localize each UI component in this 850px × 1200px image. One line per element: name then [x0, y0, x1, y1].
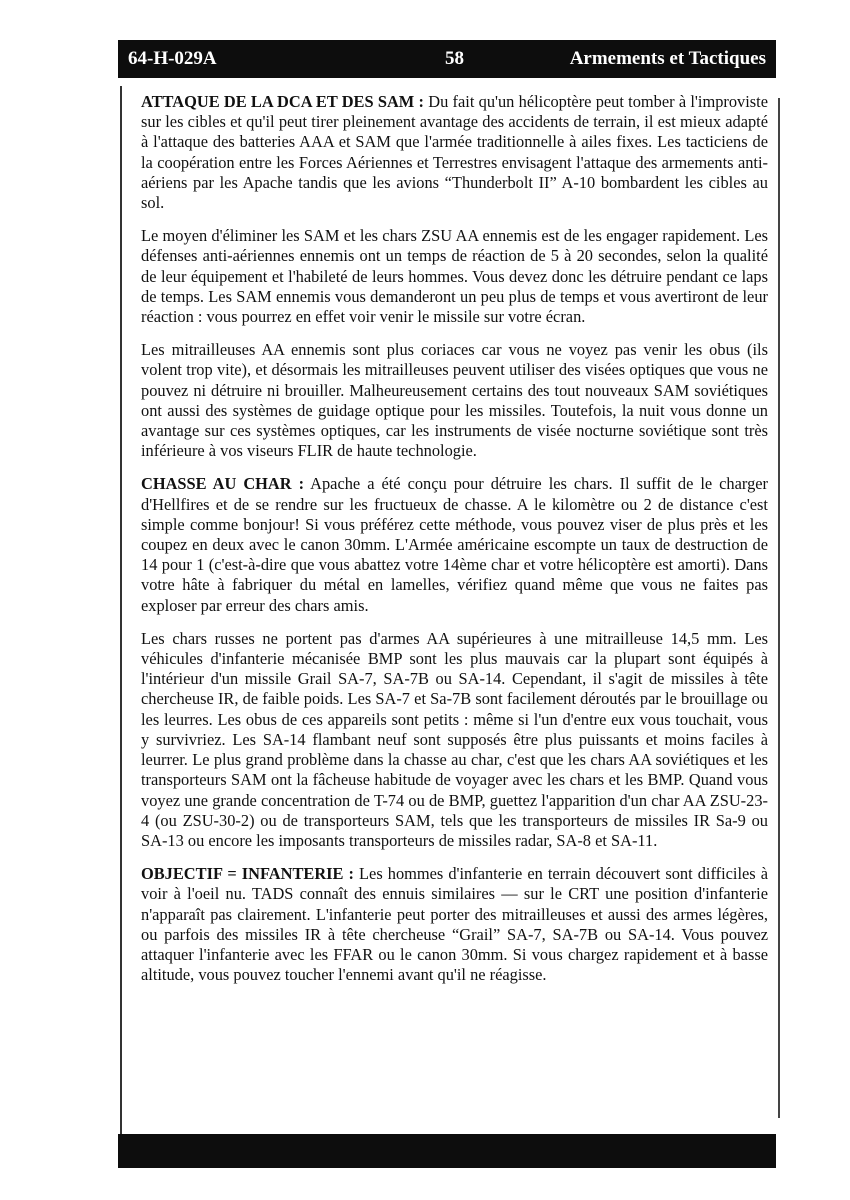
paragraph-infantry — [141, 864, 768, 985]
paragraph-text: Le moyen d'éliminer les SAM et les chars ZSU AA ennemis est de les engager rapidement. Les défenses anti-aériennes ennemis ont un temps de réaction de 5 à 20 secondes, selon la qualité de leur équipement et l'habileté de leurs hommes. Vous devez donc les détruire pendant ce laps de temps. Les SAM ennemis vous demanderont un peu plus de temps et vous avertiront de leur réaction : vous pourrez en effet voir venir le missile sur votre écran. — [141, 226, 768, 327]
chapter-title: Armements et Tactiques — [569, 48, 766, 69]
paragraph-text: Apache a été conçu pour détruire les chars. Il suffit de le charger d'Hellfires et de se rendre sur les fructueux de chasse. A le kilomètre ou 2 de distance c'est simple comme bonjour! Si vous préférez cette méthode, vous pouvez viser de plus près et les coupez en deux avec le canon 30mm. L'Armée américaine escompte un taux de destruction de 14 pour 1 (c'est-à-dire que vous abattez votre 14ème char et votre hélicoptère est amorti). Dans votre hâte à fabriquer du métal en lamelles, vérifiez quand même que vous ne faites pas exploser par erreur des chars amis. — [141, 474, 768, 615]
paragraph-aa-guns — [141, 340, 768, 461]
paragraph-text: Les chars russes ne portent pas d'armes AA supérieures à une mitrailleuse 14,5 mm. Les véhicules d'infanterie mécanisée BMP sont les plus mauvais car la plupart sont équipés à l'intérieur d'un missile Grail SA-7, SA-7B ou SA-14. Cependant, il s'agit de missiles à tête chercheuse IR, de faible poids. Les SA-7 et Sa-7B sont facilement déroutés par le brouillage ou les leurres. Les obus de ces appareils sont petits : même si l'un d'entre eux vous touchait, vous y survivriez. Les SA-14 flambant neuf sont supposés être plus puissants et moins faciles à leurrer. Le plus grand problème dans la chasse au char, c'est que les chars AA soviétiques et les transporteurs SAM ont la fâcheuse habitude de voyager avec les chars et les BMP. Quand vous voyez une grande concentration de T-74 ou de BMP, guettez l'apparition d'un char AA ZSU-23-4 (ou ZSU-30-2) ou de transporteurs SAM, tels que les transporteurs de missiles IR Sa-9 ou SA-13 ou encore les imposants transporteurs de missiles radar, SA-8 et SA-11. — [141, 628, 768, 850]
right-margin-rule — [778, 98, 780, 1118]
paragraph-tank-hunt — [141, 474, 768, 615]
section-heading-dca-sam: ATTAQUE DE LA DCA ET DES SAM : — [141, 92, 424, 111]
page-footer-bar — [118, 1134, 776, 1168]
paragraph-text: Les mitrailleuses AA ennemis sont plus coriaces car vous ne voyez pas venir les obus (ils volent trop vite), et désormais les mitrailleuses peuvent utiliser des visées optiques que vous ne pouvez ni détruire ni brouiller. Malheureusement certains des tout nouveaux SAM soviétiques ont aussi des systèmes de guidage optique pour les missiles. Toutefois, la nuit vous donne un avantage sur ces systèmes optiques, car les instruments de visée nocturne soviétique sont très inférieure à vos viseurs FLIR de haute technologie. — [141, 340, 768, 461]
paragraph-dca-sam — [141, 92, 768, 213]
paragraph-text: Du fait qu'un hélicoptère peut tomber à l'improviste sur les cibles et qu'il peut tirer pleinement avantage des accidents de terrain, il est mieux adapté à l'attaque des batteries AAA et SAM que l'armée traditionnelle à ailes fixes. Les tacticiens de la coopération entre les Forces Aériennes et Terrestres envisagent l'attaque des armements anti-aériens par les Apache tandis que les avions “Thunderbolt II” A-10 bombardent les cibles au sol. — [141, 92, 768, 213]
paragraph-text: Les hommes d'infanterie en terrain découvert sont difficiles à voir à l'oeil nu. TADS connaît des ennuis similaires — sur le CRT une position d'infanterie n'apparaît pas clairement. L'infanterie peut porter des mitrailleuses et aussi des armes légères, ou parfois des missiles IR à tête chercheuse “Grail” SA-7, SA-7B ou SA-14. Vous pouvez attaquer l'infanterie avec les FFAR ou le canon 30mm. Si vous chargez rapidement et à basse altitude, vous pouvez toucher l'ennemi avant qu'il ne réagisse. — [141, 864, 768, 985]
page-header — [118, 40, 776, 78]
section-heading-infantry: OBJECTIF = INFANTERIE : — [141, 864, 354, 884]
page-number: 58 — [445, 48, 464, 69]
document-code: 64-H-029A — [128, 48, 217, 69]
section-heading-tank-hunt: CHASSE AU CHAR : — [141, 474, 305, 494]
paragraph-sam-engagement — [141, 226, 768, 327]
page-body — [141, 92, 768, 998]
left-margin-rule — [120, 86, 122, 1136]
paragraph-russian-tanks — [141, 629, 768, 851]
